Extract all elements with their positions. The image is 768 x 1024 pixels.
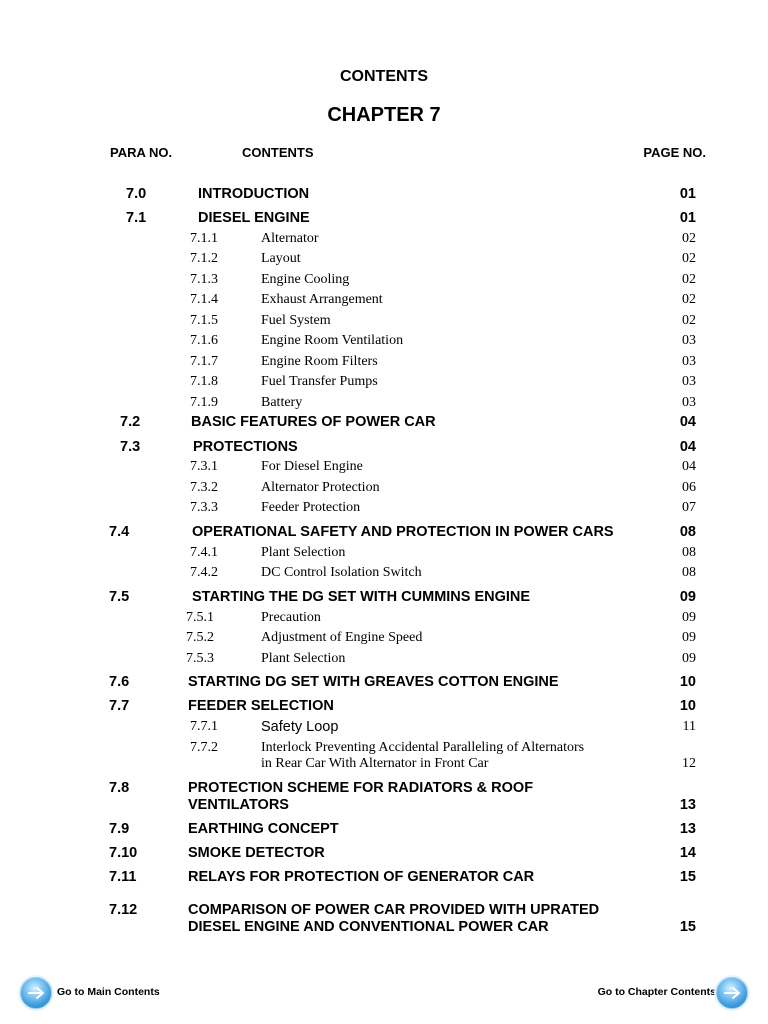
toc-title[interactable]: FEEDER SELECTION [188,698,334,714]
toc-number: 7.4.1 [190,545,218,560]
toc-title[interactable]: Engine Cooling [261,272,350,287]
toc-title[interactable]: STARTING DG SET WITH GREAVES COTTON ENGINE [188,674,559,690]
toc-number: 7.1.4 [190,292,218,307]
toc-page: 04 [679,439,696,455]
toc-title-continued[interactable]: DIESEL ENGINE AND CONVENTIONAL POWER CAR [188,919,549,935]
toc-page: 11 [682,719,696,734]
column-header-contents: CONTENTS [242,145,314,160]
toc-page: 02 [682,272,696,287]
go-to-chapter-contents-link[interactable]: Go to Chapter Contents [597,986,716,998]
toc-title[interactable]: DC Control Isolation Switch [261,565,422,580]
toc-page: 03 [682,374,696,389]
toc-page: 08 [682,545,696,560]
toc-number: 7.7.2 [190,740,218,755]
toc-page: 04 [679,414,696,430]
toc-page: 07 [682,500,696,515]
toc-page: 10 [679,674,696,690]
toc-number: 7.10 [109,845,138,861]
toc-number: 7.1.3 [190,272,218,287]
toc-page: 09 [682,630,696,645]
toc-number: 7.7 [109,698,130,714]
toc-number: 7.1 [126,210,147,226]
toc-title[interactable]: Feeder Protection [261,500,361,515]
toc-title[interactable]: Battery [261,395,303,410]
toc-page: 09 [679,589,696,605]
toc-title[interactable]: STARTING THE DG SET WITH CUMMINS ENGINE [192,589,531,605]
toc-number: 7.12 [109,902,138,918]
toc-title[interactable]: Layout [261,251,301,266]
chapter-title: CHAPTER 7 [327,104,441,126]
toc-number: 7.1.7 [190,354,218,369]
toc-number: 7.7.1 [190,719,218,734]
toc-title[interactable]: INTRODUCTION [198,186,310,202]
toc-number: 7.9 [109,821,130,837]
toc-title[interactable]: Exhaust Arrangement [261,292,383,307]
toc-page: 10 [679,698,696,714]
toc-page: 12 [682,756,696,771]
contents-heading: CONTENTS [340,68,428,85]
toc-title[interactable]: For Diesel Engine [261,459,363,474]
toc-title[interactable]: Engine Room Ventilation [261,333,404,348]
toc-page: 02 [682,231,696,246]
toc-page: 15 [679,869,696,885]
toc-title[interactable]: Plant Selection [261,651,346,666]
home-arrow-icon[interactable] [20,977,52,1009]
toc-title[interactable]: Alternator [261,231,319,246]
toc-page: 06 [682,480,696,495]
toc-number: 7.5 [109,589,130,605]
toc-number: 7.0 [126,186,147,202]
toc-number: 7.5.1 [186,610,214,625]
toc-page: 09 [682,610,696,625]
column-header-page: PAGE NO. [643,145,706,160]
toc-title[interactable]: Interlock Preventing Accidental Paralleling of Alternators [261,740,585,755]
toc-number: 7.4.2 [190,565,218,580]
toc-number: 7.5.2 [186,630,214,645]
toc-number: 7.3 [120,439,141,455]
toc-number: 7.5.3 [186,651,214,666]
toc-title-continued[interactable]: VENTILATORS [188,797,289,813]
chapter-arrow-icon[interactable] [716,977,748,1009]
toc-title[interactable]: DIESEL ENGINE [198,210,310,226]
toc-page: 14 [679,845,696,861]
toc-title[interactable]: RELAYS FOR PROTECTION OF GENERATOR CAR [188,869,535,885]
toc-page: 02 [682,251,696,266]
toc-title[interactable]: Alternator Protection [261,480,380,495]
toc-number: 7.11 [109,869,137,885]
toc-title[interactable]: PROTECTION SCHEME FOR RADIATORS & ROOF [188,780,534,796]
toc-title[interactable]: Fuel Transfer Pumps [261,374,378,389]
toc-page: 08 [682,565,696,580]
toc-page: 03 [682,333,696,348]
toc-number: 7.1.1 [190,231,218,246]
column-header-para: PARA NO. [110,145,173,160]
toc-number: 7.8 [109,780,130,796]
go-to-main-contents-link[interactable]: Go to Main Contents [57,986,160,998]
toc-number: 7.1.2 [190,251,218,266]
toc-number: 7.1.5 [190,313,218,328]
toc-number: 7.4 [109,524,130,540]
toc-title-continued[interactable]: in Rear Car With Alternator in Front Car [261,756,489,771]
toc-title[interactable]: Engine Room Filters [261,354,378,369]
toc-number: 7.3.3 [190,500,218,515]
toc-page: 04 [682,459,696,474]
toc-title[interactable]: EARTHING CONCEPT [188,821,339,837]
toc-page: 03 [682,395,696,410]
toc-number: 7.1.8 [190,374,218,389]
toc-number: 7.3.2 [190,480,218,495]
toc-title[interactable]: COMPARISON OF POWER CAR PROVIDED WITH UPRATED [188,902,600,918]
toc-number: 7.3.1 [190,459,218,474]
toc-page: 01 [679,210,696,226]
toc-page: 08 [679,524,696,540]
toc-title[interactable]: PROTECTIONS [193,439,298,455]
toc-page: 03 [682,354,696,369]
toc-page: 13 [679,797,696,813]
toc-number: 7.1.9 [190,395,218,410]
toc-title[interactable]: BASIC FEATURES OF POWER CAR [191,414,436,430]
toc-title[interactable]: Precaution [261,610,321,625]
toc-page: 13 [679,821,696,837]
toc-number: 7.6 [109,674,130,690]
toc-number: 7.2 [120,414,141,430]
toc-page: 02 [682,313,696,328]
toc-page: 15 [679,919,696,935]
toc-number: 7.1.6 [190,333,218,348]
toc-page: 09 [682,651,696,666]
toc-title[interactable]: Fuel System [261,313,331,328]
toc-title[interactable]: Adjustment of Engine Speed [261,630,423,645]
toc-page: 01 [679,186,696,202]
toc-title[interactable]: Plant Selection [261,545,346,560]
toc-title[interactable]: OPERATIONAL SAFETY AND PROTECTION IN POWER CARS [192,524,614,540]
toc-title[interactable]: Safety Loop [261,719,339,735]
toc-page: 02 [682,292,696,307]
toc-title[interactable]: SMOKE DETECTOR [188,845,325,861]
